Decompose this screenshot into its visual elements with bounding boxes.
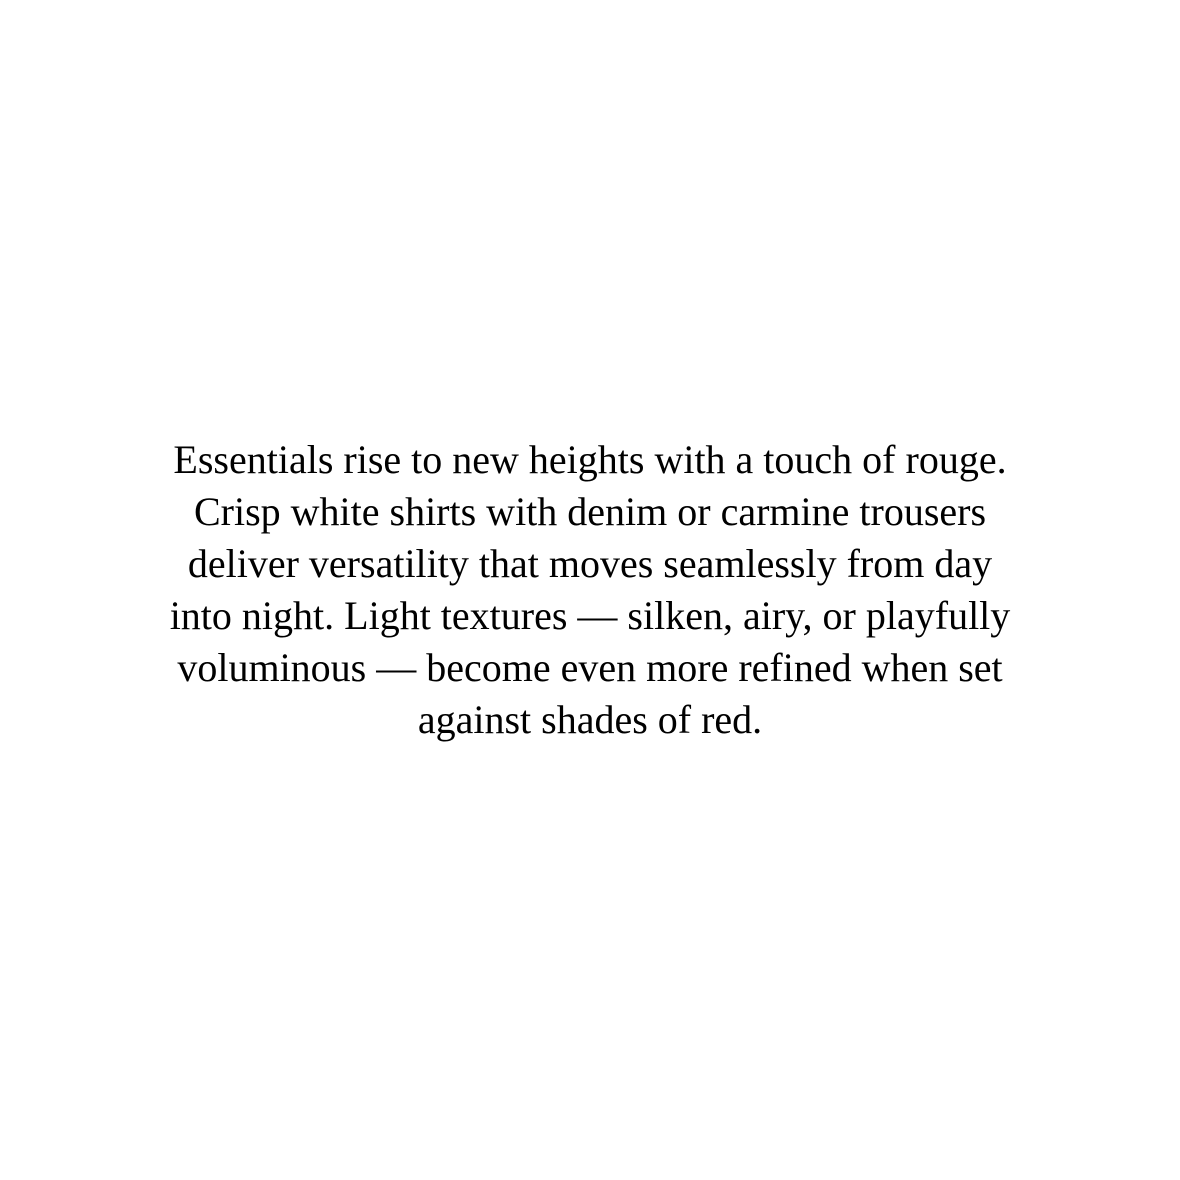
paragraph-line: deliver versatility that moves seamlessly from day bbox=[187, 541, 993, 586]
paragraph-line: voluminous — become even more refined when set bbox=[177, 645, 1003, 690]
paragraph-line: into night. Light textures — silken, airy, or playfully bbox=[169, 593, 1011, 638]
paragraph-line: Essentials rise to new heights with a touch of rouge. bbox=[173, 437, 1007, 482]
paragraph-line: Crisp white shirts with denim or carmine trousers bbox=[193, 489, 987, 534]
editorial-paragraph bbox=[95, 434, 1085, 746]
paragraph-line: against shades of red. bbox=[417, 697, 763, 742]
